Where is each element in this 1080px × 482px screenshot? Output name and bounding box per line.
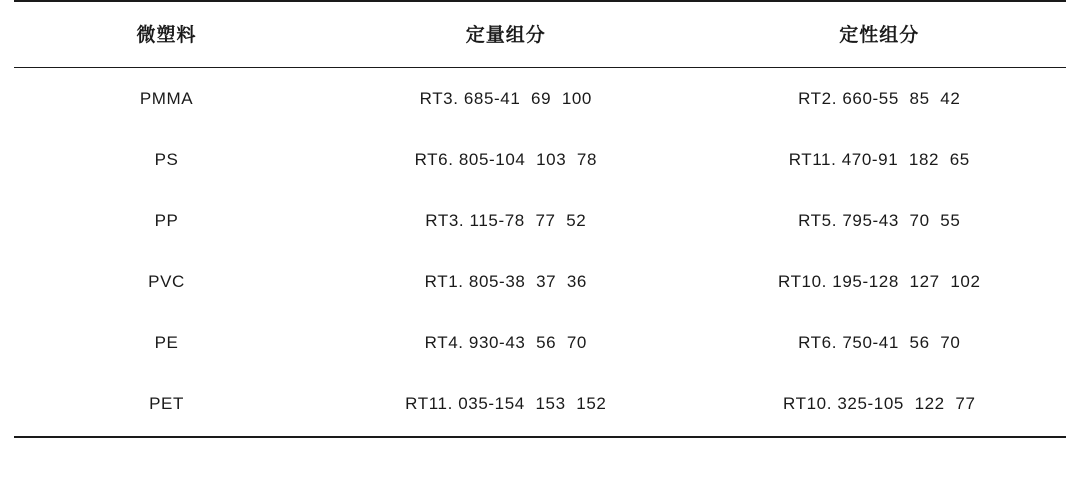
- cell-microplastic: PE: [154, 333, 179, 352]
- cell-microplastic: PMMA: [139, 89, 194, 108]
- table-row: [14, 68, 1066, 130]
- table-row: [14, 129, 1066, 190]
- column-header-microplastic: 微塑料: [136, 25, 197, 46]
- microplastics-table: [14, 0, 1066, 438]
- table-row: [14, 190, 1066, 251]
- cell-microplastic: PS: [154, 150, 179, 169]
- cell-microplastic: PP: [154, 211, 179, 230]
- table-header: [14, 1, 1066, 68]
- cell-qualitative: RT11. 470-91 182 65: [788, 150, 970, 169]
- table-body: [14, 68, 1066, 438]
- cell-qualitative: RT2. 660-55 85 42: [798, 89, 961, 108]
- cell-qualitative: RT10. 325-105 122 77: [783, 394, 976, 413]
- cell-quantitative: RT3. 115-78 77 52: [425, 211, 587, 230]
- table-header-row: [14, 1, 1066, 68]
- cell-quantitative: RT3. 685-41 69 100: [419, 89, 592, 108]
- column-header-quantitative: 定量组分: [465, 25, 546, 46]
- table-row: [14, 373, 1066, 437]
- table-row: [14, 251, 1066, 312]
- cell-qualitative: RT6. 750-41 56 70: [798, 333, 961, 352]
- table-row: [14, 312, 1066, 373]
- cell-qualitative: RT5. 795-43 70 55: [798, 211, 961, 230]
- cell-quantitative: RT6. 805-104 103 78: [414, 150, 598, 169]
- cell-microplastic: PVC: [148, 272, 185, 291]
- column-header-qualitative: 定性组分: [839, 25, 920, 46]
- cell-quantitative: RT1. 805-38 37 36: [424, 272, 587, 291]
- cell-quantitative: RT4. 930-43 56 70: [424, 333, 587, 352]
- cell-quantitative: RT11. 035-154 153 152: [405, 394, 607, 413]
- cell-microplastic: PET: [149, 394, 184, 413]
- cell-qualitative: RT10. 195-128 127 102: [778, 272, 981, 291]
